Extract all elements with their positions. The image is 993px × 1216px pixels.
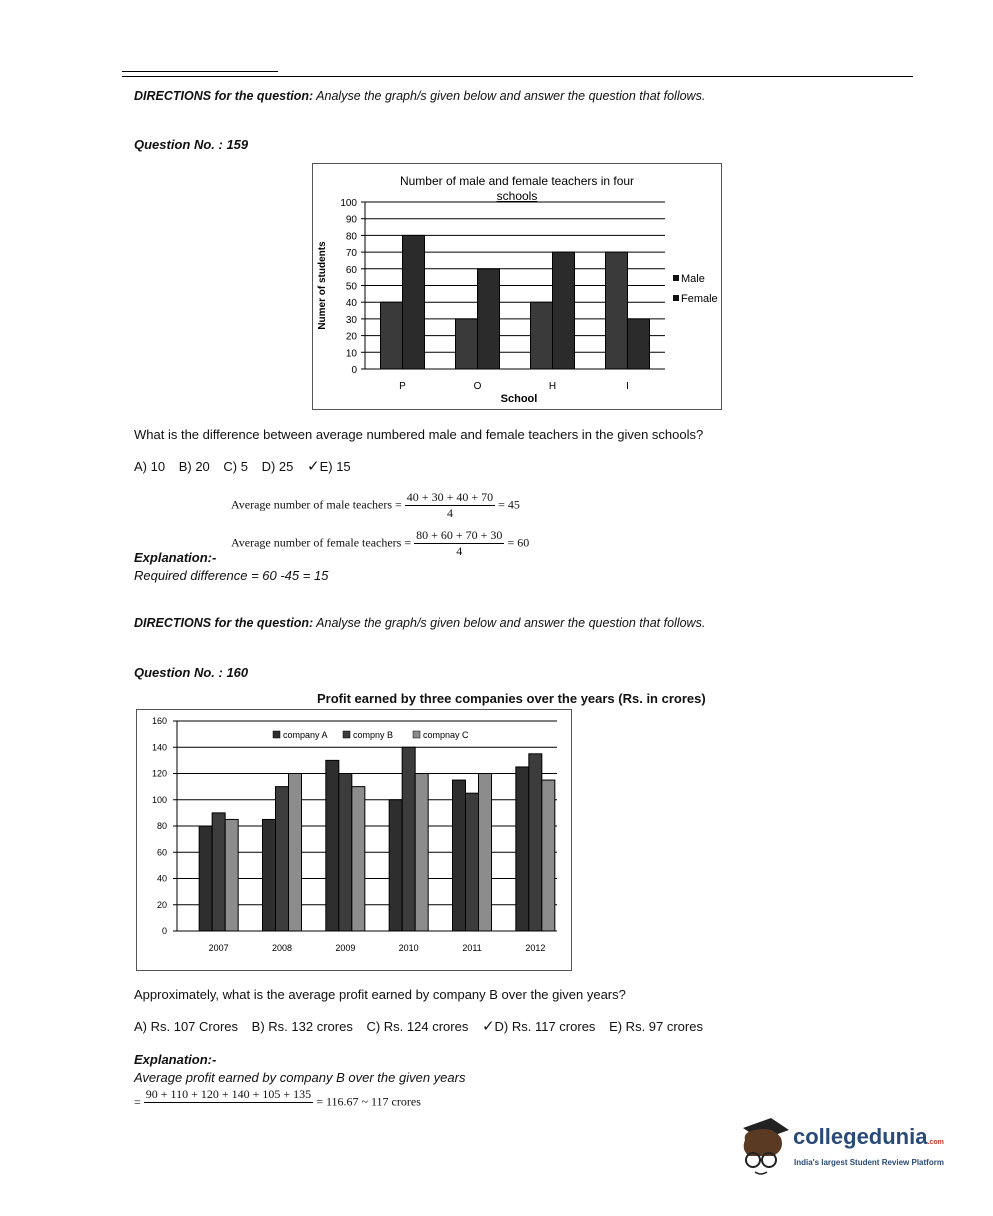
mascot-icon [733,1110,793,1178]
explanation-text-159: Required difference = 60 -45 = 15 [134,568,329,583]
y-axis-label: Numer of students [317,241,328,330]
bar-compnay-c-2010 [415,774,428,932]
y-tick-label: 40 [345,298,357,310]
checkmark-icon: ✓ [307,458,320,475]
bar-compny-b-2007 [212,813,225,931]
bar-compnay-c-2012 [542,780,555,931]
bar-female-h [553,252,575,369]
y-tick-label: 0 [351,365,357,376]
bar-company-a-2009 [326,760,339,931]
legend-label-company-a: company A [283,730,328,740]
option-e[interactable]: E) Rs. 97 crores [609,1019,703,1034]
formula-b-denominator [144,1103,313,1118]
legend-label-compnay-c: compnay C [423,730,469,740]
question-number-159: Question No. : 159 [134,137,249,152]
options-159 [134,457,361,475]
bar-compny-b-2008 [276,787,289,931]
directions-q159 [134,89,705,103]
legend-label-male: Male [681,273,705,285]
y-tick-label: 70 [345,248,357,260]
option-b[interactable]: B) Rs. 132 crores [251,1019,353,1034]
y-tick-label: 60 [156,847,167,858]
y-tick-label: 100 [151,794,167,805]
y-tick-label: 80 [156,821,167,831]
logo-name: collegedunia [793,1124,928,1149]
formula-male-label: Average number of male teachers = [231,497,402,512]
option-c[interactable]: C) Rs. 124 crores [366,1019,469,1034]
explanation-text-160: Average profit earned by company B over the given years [134,1070,466,1085]
directions-q160 [134,616,705,630]
chart-title-line2: schools [496,189,538,203]
x-tick-label: 2011 [462,943,482,953]
question-text-160: Approximately, what is the average profit earned by company B over the given years? [134,987,626,1002]
y-tick-label: 20 [345,331,357,343]
bar-company-a-2008 [263,819,276,931]
y-tick-label: 140 [151,742,167,753]
formula-company-b [134,1087,421,1118]
x-tick-label: 2007 [208,943,229,953]
formula-male-fraction [405,490,495,521]
legend-swatch-compnay-c [413,731,420,738]
directions-text: Analyse the graph/s given below and answer the question that follows. [313,89,706,103]
bar-compny-b-2009 [339,774,352,932]
bar-company-a-2011 [453,780,466,931]
chart-title-line1: Number of male and female teachers in four [399,174,635,188]
option-e[interactable]: E) 15 [319,459,351,474]
y-tick-label: 100 [340,198,357,209]
bar-company-a-2012 [516,767,529,931]
formula-male [231,490,520,521]
logo-suffix: .com [927,1139,944,1146]
bar-male-h [531,302,553,369]
checkmark-icon: ✓ [481,1018,495,1035]
x-tick-label: H [548,381,557,392]
bar-male-p [381,302,403,369]
x-tick-label: O [473,381,482,392]
question-text-159: What is the difference between average numbered male and female teachers in the given schools? [134,427,704,442]
y-tick-label: 40 [156,873,167,884]
bar-compnay-c-2011 [479,774,492,932]
bar-female-p [403,235,425,369]
y-tick-label: 90 [345,214,357,226]
option-c[interactable]: C) 5 [223,459,248,474]
formula-female-numerator: 80 + 60 + 70 + 30 [416,528,503,542]
legend-label-female: Female [681,293,718,305]
formula-female-fraction [414,528,504,559]
formula-male-numerator: 40 + 30 + 40 + 70 [406,490,494,504]
chart-profit-title: Profit earned by three companies over the years (Rs. in crores) [317,691,706,706]
directions-text: Analyse the graph/s given below and answer the question that follows. [313,616,706,630]
bar-female-i [628,319,650,369]
bar-compnay-c-2008 [289,774,302,932]
logo-wordmark [793,1124,944,1150]
chart-teachers [312,163,722,410]
question-number-160: Question No. : 160 [134,665,249,680]
bar-company-a-2007 [199,826,212,931]
chart-profit [136,709,572,971]
explanation-heading-160: Explanation:- [134,1052,217,1067]
y-tick-label: 120 [151,768,167,779]
explanation-heading-159: Explanation:- [134,550,217,565]
x-tick-label: 2010 [398,943,419,953]
bar-compny-b-2010 [402,747,415,931]
legend-label-compny-b: compny B [353,730,394,740]
y-tick-label: 160 [151,716,167,726]
y-tick-label: 20 [156,899,167,910]
legend-swatch-compny-b [343,731,350,738]
formula-female-denominator: 4 [456,544,463,558]
header-rule-short [122,71,278,72]
y-tick-label: 0 [161,926,167,936]
option-d[interactable]: D) 25 [261,459,294,474]
option-d[interactable]: D) Rs. 117 crores [494,1019,596,1034]
directions-label: DIRECTIONS for the question: [134,616,314,630]
x-tick-label: 2012 [525,943,546,953]
legend-swatch-male [673,275,679,281]
logo-tagline: India's largest Student Review Platform [794,1158,944,1167]
y-tick-label: 50 [345,281,357,293]
y-tick-label: 30 [345,314,357,326]
bar-male-i [606,252,628,369]
legend-swatch-female [673,295,679,301]
formula-b-fraction [144,1087,313,1118]
y-tick-label: 10 [345,348,357,360]
y-tick-label: 60 [345,264,357,276]
header-rule [122,76,913,77]
y-tick-label: 80 [345,231,357,243]
bar-male-o [456,319,478,369]
x-tick-label: I [626,381,629,392]
bar-compny-b-2011 [466,793,479,931]
formula-male-result: = 45 [498,497,520,512]
formula-b-result: = 116.67 ~ 117 crores [316,1094,421,1109]
options-160 [134,1017,713,1035]
x-tick-label: 2008 [271,943,293,953]
x-tick-label: 2009 [335,943,356,953]
option-b[interactable]: B) 20 [178,459,210,474]
formula-equals: = [134,1095,141,1109]
directions-label: DIRECTIONS for the question: [134,89,314,103]
formula-female [231,528,529,559]
chart-profit-svg [137,710,571,970]
x-tick-label: P [399,381,406,392]
chart-teachers-svg [313,164,721,409]
collegedunia-logo[interactable] [733,1110,963,1180]
formula-male-denominator: 4 [446,506,453,520]
bar-compnay-c-2009 [352,787,365,931]
formula-female-label: Average number of female teachers = [231,535,412,550]
x-axis-label: School [500,393,538,405]
formula-b-numerator: 90 + 110 + 120 + 140 + 105 + 135 [145,1087,312,1101]
formula-female-result: = 60 [507,535,530,550]
option-a[interactable]: A) Rs. 107 Crores [134,1019,239,1034]
bar-compnay-c-2007 [225,819,238,931]
bar-compny-b-2012 [529,754,542,931]
legend-swatch-company-a [273,731,280,738]
bar-company-a-2010 [389,800,402,931]
bar-female-o [478,269,500,369]
option-a[interactable]: A) 10 [134,459,166,474]
